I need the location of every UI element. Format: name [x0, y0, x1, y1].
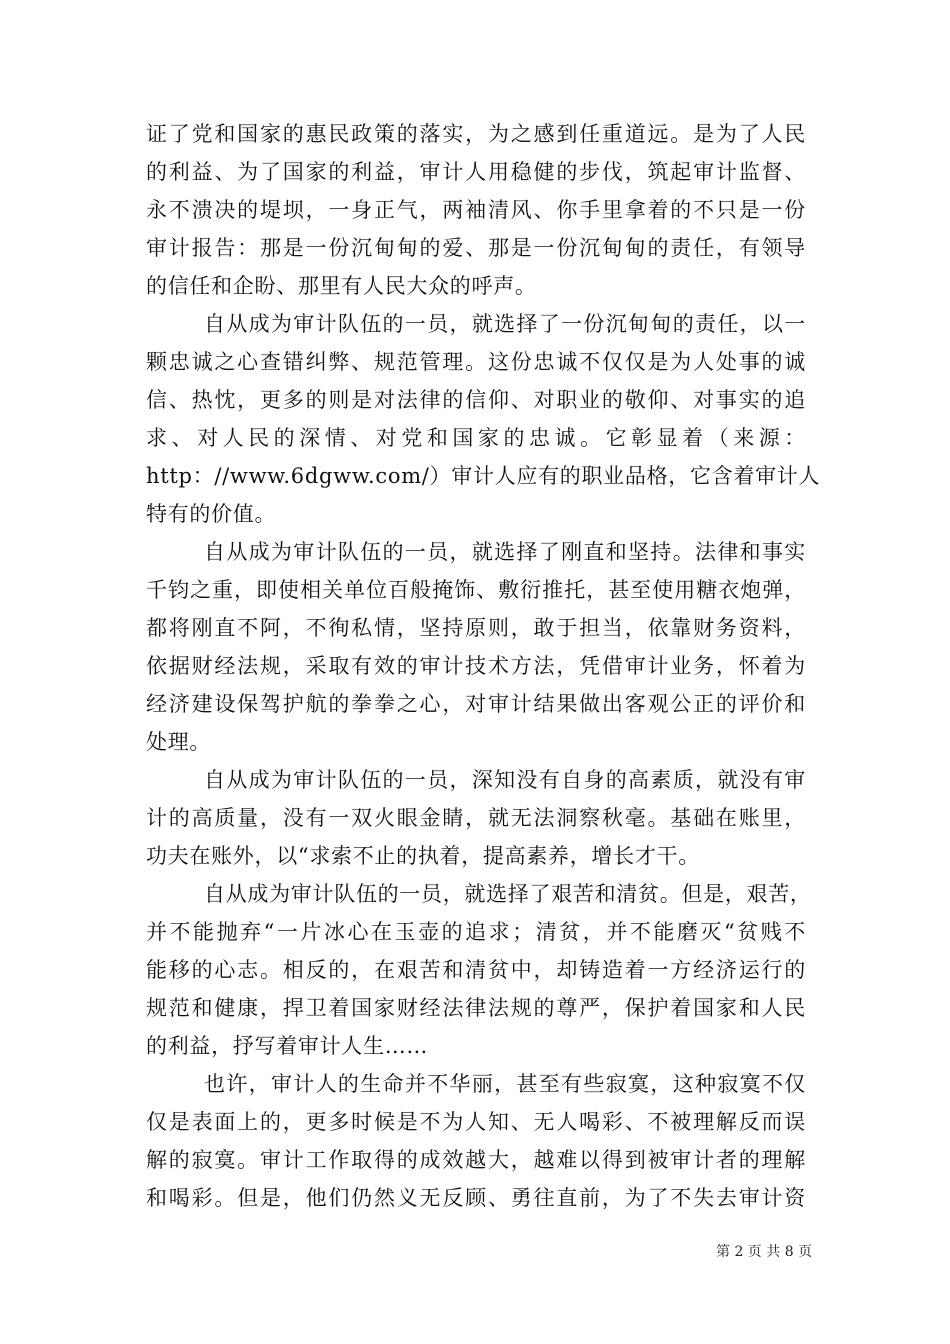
paragraph	[146, 761, 806, 875]
text-line: 功夫在账外，以“求索不止的执着，提高素养，增长才干。	[146, 844, 700, 868]
page-number: 第 2 页 共 8 页	[716, 1244, 813, 1260]
text-line: 永不溃决的堤坝，一身正气，两袖清风、你手里拿着的不只是一份	[146, 198, 806, 222]
text-line: 证了党和国家的惠民政策的落实，为之感到任重道远。是为了人民	[146, 122, 806, 146]
text-line: 的利益，抒写着审计人生……	[146, 1034, 429, 1058]
text-line: 自从成为审计队伍的一员，深知没有自身的高素质，就没有审	[204, 768, 806, 792]
text-line: 自从成为审计队伍的一员，就选择了艰苦和清贫。但是，艰苦，	[204, 882, 812, 906]
text-line: 也许，审计人的生命并不华丽，甚至有些寂寞，这种寂寞不仅	[204, 1072, 806, 1096]
text-line: 能移的心志。相反的，在艰苦和清贫中，却铸造着一方经济运行的	[146, 958, 806, 982]
text-line: 审计报告：那是一份沉甸甸的爱、那是一份沉甸甸的责任，有领导	[146, 236, 806, 260]
text-line: 的利益、为了国家的利益，审计人用稳健的步伐，筑起审计监督、	[146, 160, 806, 184]
text-line: 依据财经法规，采取有效的审计技术方法，凭借审计业务，怀着为	[146, 654, 806, 678]
text-line: 并不能抛弃“一片冰心在玉壶的追求；清贫，并不能磨灭“贫贱不	[146, 920, 806, 944]
text-line: 规范和健康，捍卫着国家财经法律法规的尊严，保护着国家和人民	[146, 996, 806, 1020]
text-line: 仅是表面上的，更多时候是不为人知、无人喝彩、不被理解反而误	[146, 1110, 806, 1134]
text-line: 的信任和企盼、那里有人民大众的呼声。	[146, 274, 537, 298]
paragraph	[146, 305, 821, 533]
text-line: 颗忠诚之心查错纠弊、规范管理。这份忠诚不仅仅是为人处事的诚	[146, 350, 806, 374]
text-line: 和喝彩。但是，他们仍然义无反顾、勇往直前，为了不失去审计资	[146, 1186, 806, 1210]
text-line: 都将刚直不阿，不徇私情，坚持原则，敢于担当，依靠财务资料，	[146, 616, 806, 640]
document-body	[146, 115, 821, 1217]
text-line: 自从成为审计队伍的一员，就选择了刚直和坚持。法律和事实	[204, 540, 806, 564]
paragraph	[146, 533, 806, 761]
text-line: 计的高质量，没有一双火眼金睛，就无法洞察秋毫。基础在账里，	[146, 806, 806, 830]
text-line: 解的寂寞。审计工作取得的成效越大，越难以得到被审计者的理解	[146, 1148, 806, 1172]
text-line: 求、对人民的深情、对党和国家的忠诚。它彰显着（来源：	[146, 426, 806, 450]
text-line: 信、热忱，更多的则是对法律的信仰、对职业的敬仰、对事实的追	[146, 388, 806, 412]
text-line: 处理。	[146, 730, 212, 754]
text-line: 自从成为审计队伍的一员，就选择了一份沉甸甸的责任，以一	[204, 312, 806, 336]
paragraph	[146, 115, 806, 305]
text-line: 千钧之重，即使相关单位百般掩饰、敷衍推托，甚至使用糖衣炮弹，	[146, 578, 806, 602]
paragraph	[146, 875, 812, 1065]
text-line: 特有的价值。	[146, 502, 277, 526]
text-line: 经济建设保驾护航的拳拳之心，对审计结果做出客观公正的评价和	[146, 692, 806, 716]
paragraph	[146, 1065, 806, 1217]
text-line: http：//www.6dgww.com/）审计人应有的职业品格，它含着审计人	[146, 464, 821, 488]
